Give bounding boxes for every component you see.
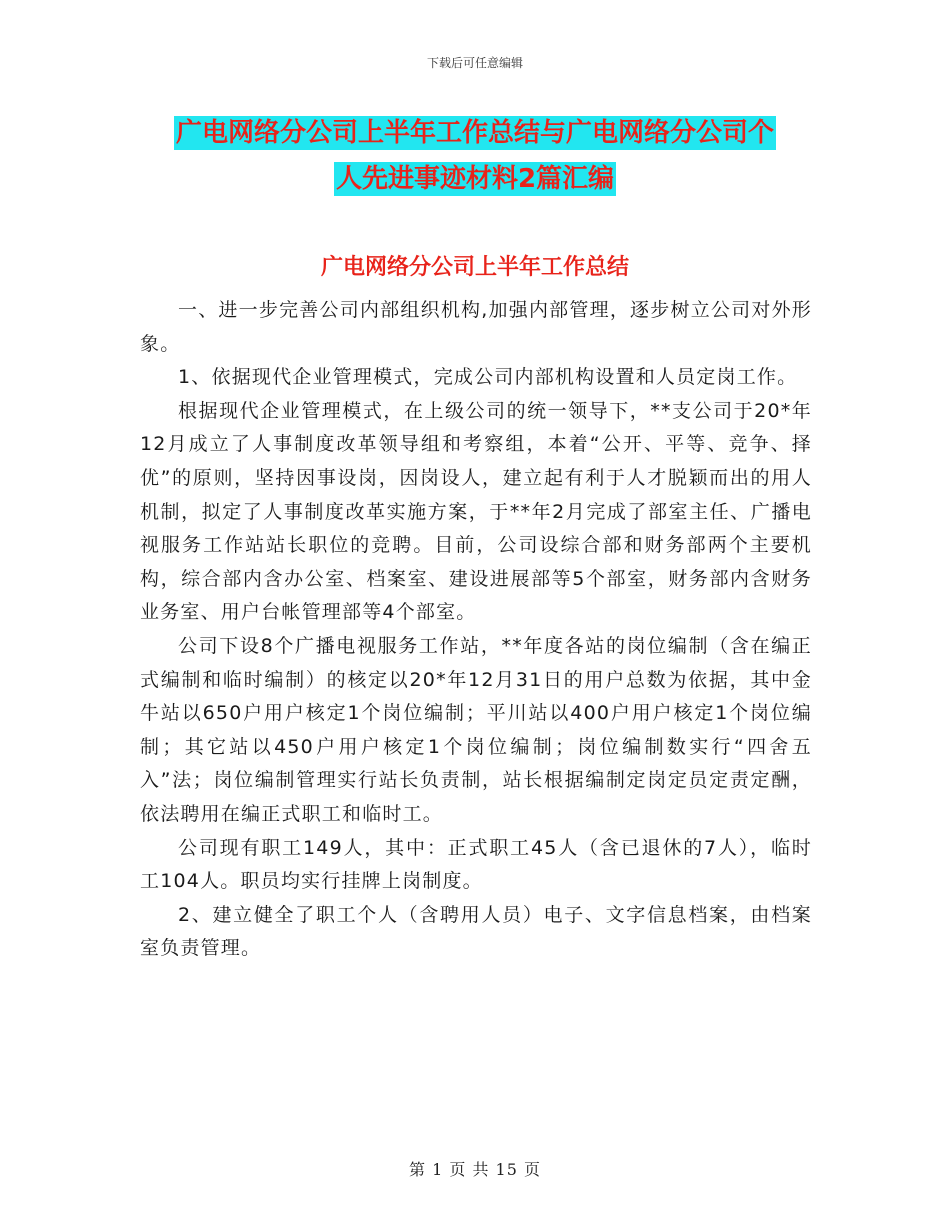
header-note: 下载后可任意编辑 [426,56,523,70]
document-title-line-1 [0,112,950,149]
paragraph: 1、依据现代企业管理模式，完成公司内部机构设置和人员定岗工作。 [178,366,798,389]
document-title-line-1-text: 广电网络分公司上半年工作总结与广电网络分公司个 [175,118,774,148]
document-body [140,294,812,966]
paragraph: 根据现代企业管理模式，在上级公司的统一领导下，**支公司于20*年12月成立了人事制度改革领导组和考察组，本着“公开、平等、竞争、择优”的原则，坚持因事设岗，因岗设人，建立起有利于人才脱颖而出的用人机制，拟定了人事制度改革实施方案，于**年2月完成了部室主任、广播电视服务工作站站长职位的竞聘。目前，公司设综合部和财务部两个主要机构，综合部内含办公室、档案室、建设进展部等5个部室，财务部内含财务业务室、用户台帐管理部等4个部室。 [140,399,812,624]
section-title: 广电网络分公司上半年工作总结 [320,255,629,280]
paragraph: 公司现有职工149人，其中：正式职工45人（含已退休的7人），临时工104人。职员均实行挂牌上岗制度。 [140,836,812,893]
document-title-line-2 [0,158,950,195]
paragraph: 一、进一步完善公司内部组织机构,加强内部管理，逐步树立公司对外形象。 [140,299,812,355]
paragraph: 公司下设8个广播电视服务工作站，**年度各站的岗位编制（含在编正式编制和临时编制）的核定以20*年12月31日的用户总数为依据，其中金牛站以650户用户核定1个岗位编制；平川站以400户用户核定1个岗位编制；其它站以450户用户核定1个岗位编制；岗位编制数实行“四舍五入”法；岗位编制管理实行站长负责制，站长根据编制定岗定员定责定酬，依法聘用在编正式职工和临时工。 [140,634,812,825]
document-title-line-2-text: 人先进事迹材料2篇汇编 [335,164,615,194]
paragraph: 2、建立健全了职工个人（含聘用人员）电子、文字信息档案，由档案室负责管理。 [140,903,812,960]
page-footer: 第 1 页 共 15 页 [409,1160,541,1179]
